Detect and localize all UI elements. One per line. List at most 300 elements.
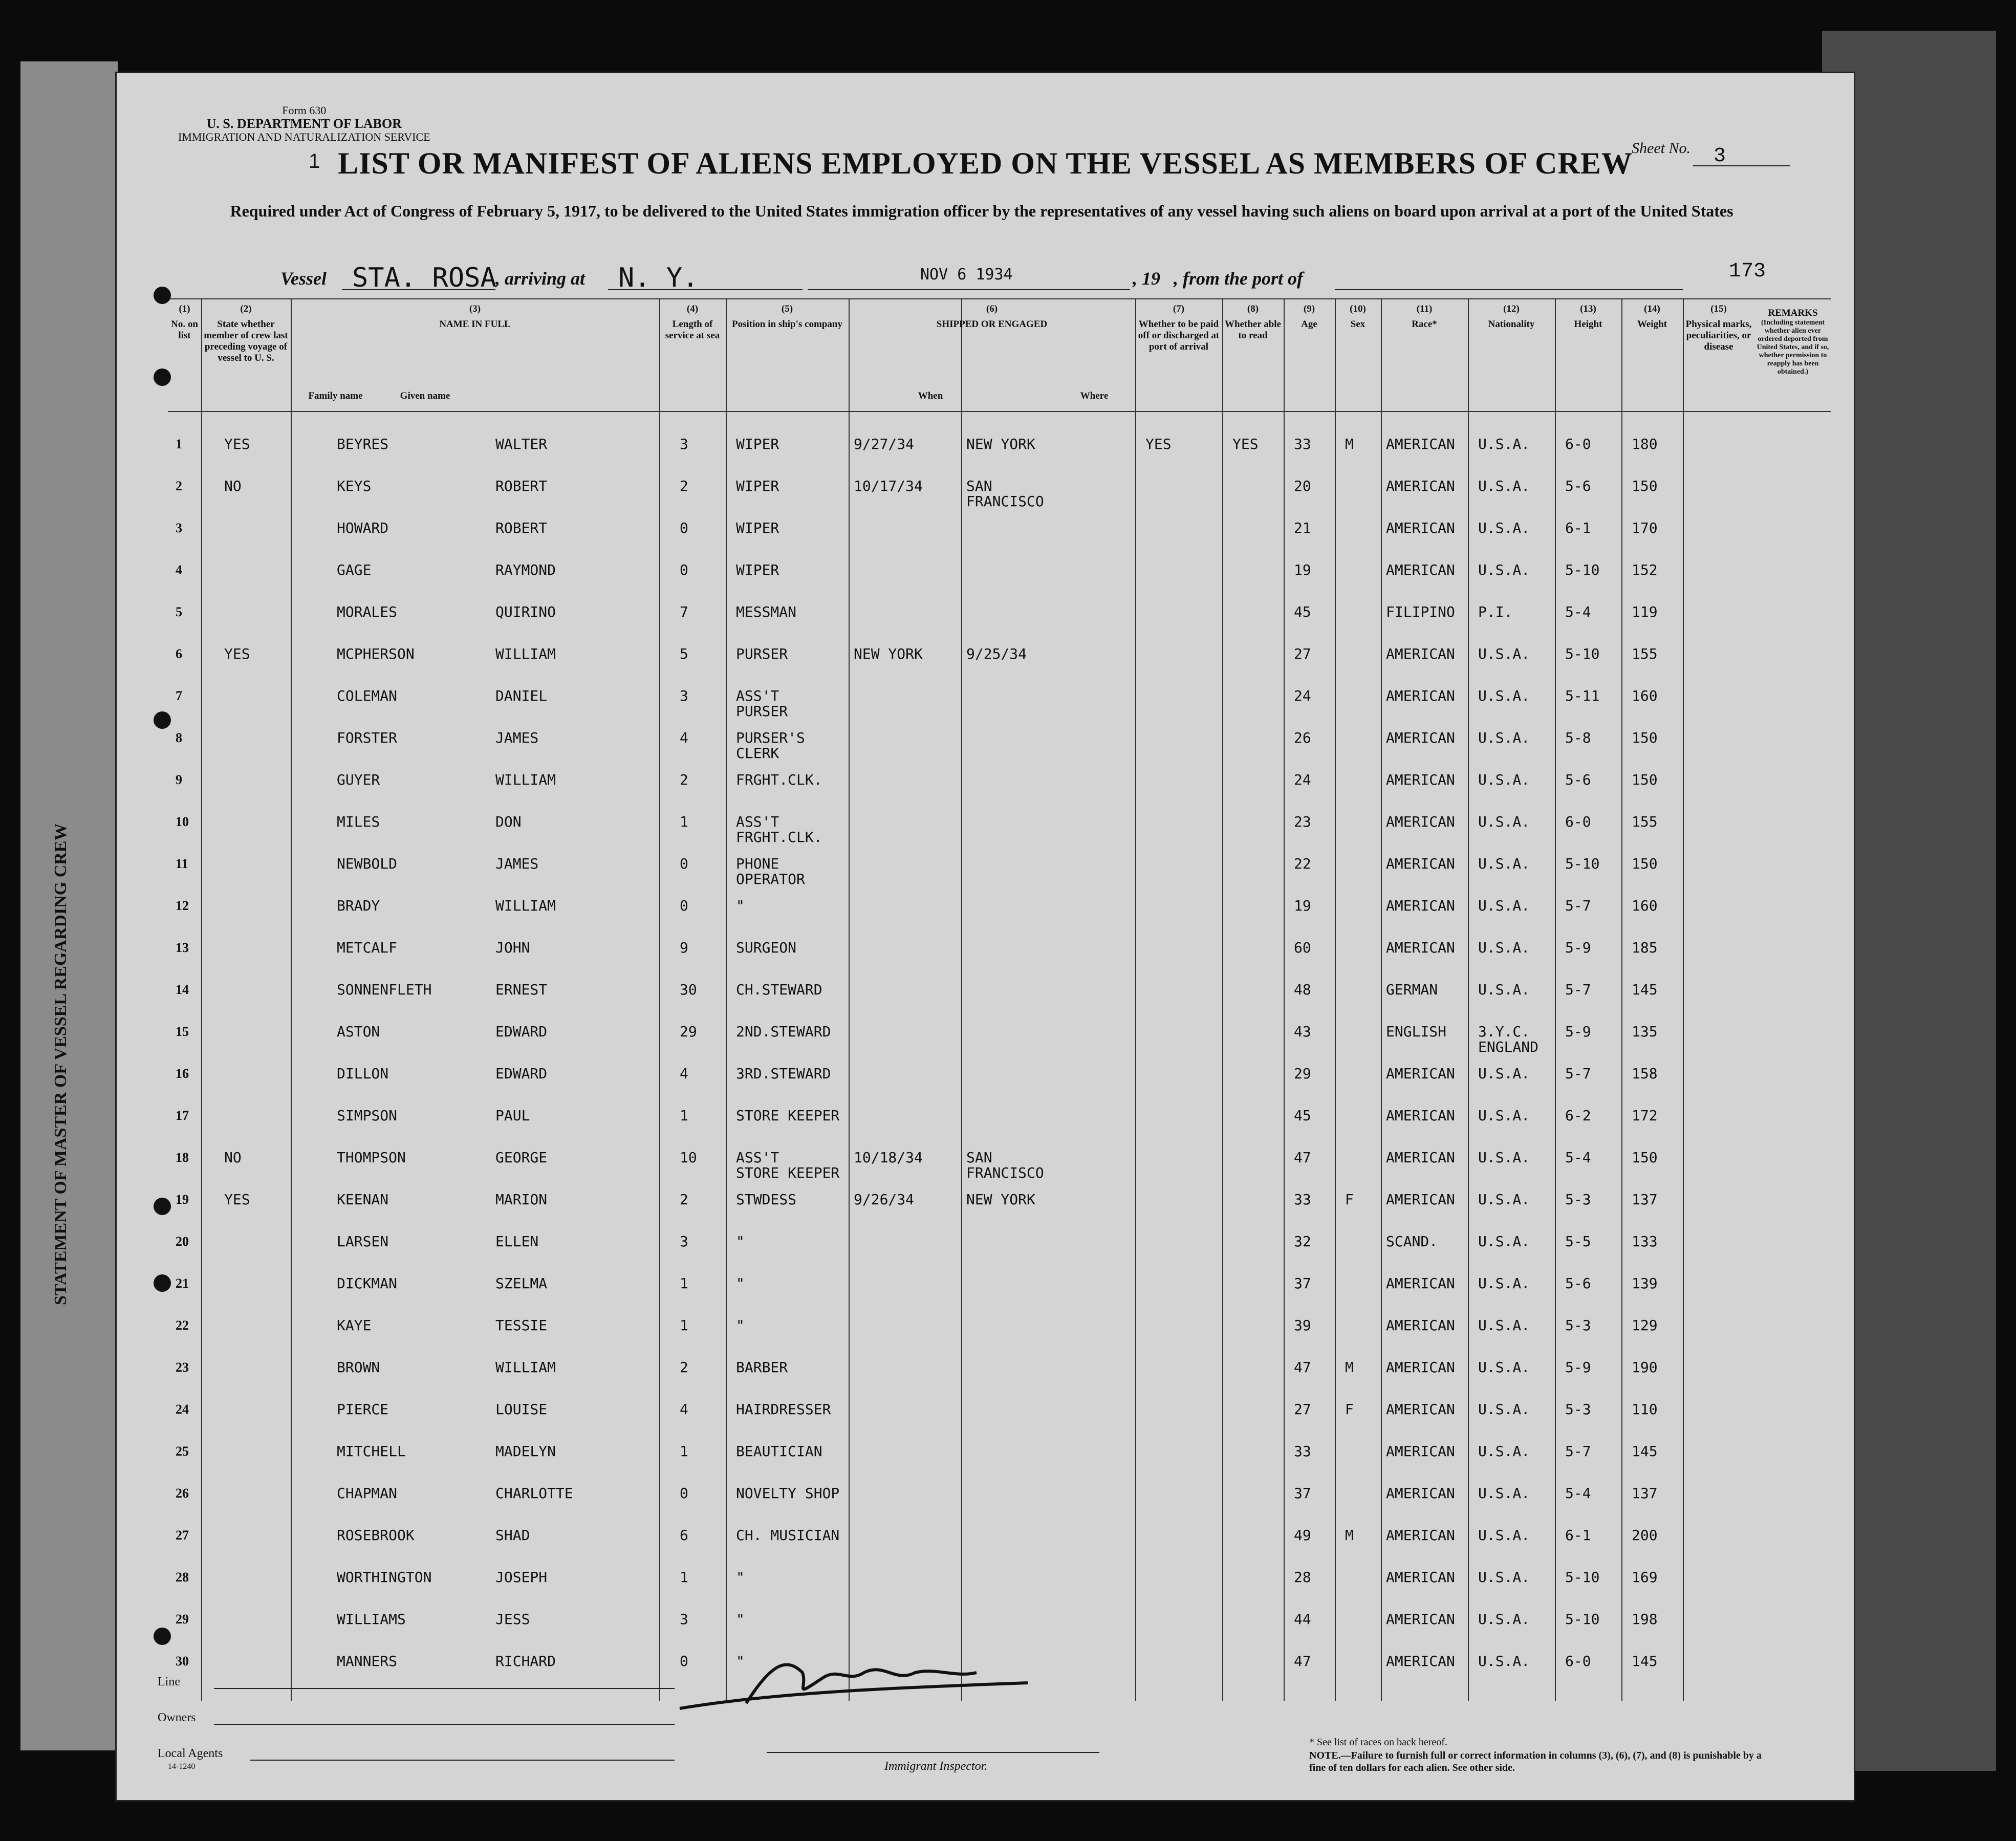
- row-number: 27: [176, 1528, 189, 1543]
- column-subheader: Given name: [400, 391, 450, 401]
- age: 44: [1294, 1611, 1311, 1628]
- family-name: HOWARD: [337, 519, 389, 536]
- nationality: U.S.A.: [1478, 981, 1530, 998]
- age: 45: [1294, 603, 1311, 620]
- race: AMERICAN: [1386, 645, 1455, 662]
- races-note: * See list of races on back hereof.: [1309, 1737, 1447, 1748]
- column-header: [1284, 304, 1335, 330]
- nationality: U.S.A.: [1478, 813, 1530, 830]
- race: AMERICAN: [1386, 1569, 1455, 1586]
- table-row: [168, 846, 1831, 888]
- row-number: 24: [176, 1402, 189, 1417]
- requirement-text: Required under Act of Congress of February 5, 1917, to be delivered to the United States immigration officer by the representatives of any vessel having such aliens on board upon arrival at a port of the United States: [230, 202, 1733, 220]
- arriving-port: N. Y.: [618, 263, 699, 293]
- service-years: 1: [680, 1443, 688, 1460]
- owners-label: Owners: [158, 1711, 196, 1724]
- position: STORE KEEPER: [736, 1107, 840, 1124]
- family-name: WILLIAMS: [337, 1611, 406, 1628]
- position: PURSER: [736, 645, 788, 662]
- vessel-line: [193, 263, 1806, 293]
- shipped-when: NEW YORK: [854, 645, 923, 662]
- given-name: SHAD: [495, 1527, 530, 1544]
- height: 5-10: [1565, 645, 1600, 662]
- given-name: SZELMA: [495, 1275, 548, 1292]
- table-row: [168, 1140, 1831, 1182]
- family-name: GAGE: [337, 561, 372, 578]
- given-name: ELLEN: [495, 1233, 539, 1250]
- column-header: [849, 304, 1135, 401]
- service-years: 0: [680, 897, 688, 914]
- age: 20: [1294, 478, 1311, 494]
- line-underline: [214, 1688, 675, 1689]
- column-label: No. on list: [171, 319, 198, 341]
- weight: 185: [1632, 939, 1658, 956]
- weight: 190: [1632, 1359, 1658, 1376]
- punch-hole: [154, 1628, 171, 1645]
- race: AMERICAN: [1386, 771, 1455, 788]
- date-underline: [808, 289, 1130, 290]
- position: PHONE OPERATOR: [736, 855, 805, 887]
- nationality: U.S.A.: [1478, 771, 1530, 788]
- age: 23: [1294, 813, 1311, 830]
- manifest-table: [168, 298, 1831, 1701]
- service-years: 30: [680, 981, 697, 998]
- height: 5-9: [1565, 1359, 1591, 1376]
- race: AMERICAN: [1386, 687, 1455, 704]
- family-name: ROSEBROOK: [337, 1527, 415, 1544]
- given-name: WILLIAM: [495, 771, 556, 788]
- position: NOVELTY SHOP: [736, 1485, 840, 1502]
- side-strip: [51, 823, 92, 1766]
- column-number: (12): [1503, 304, 1520, 314]
- height: 6-2: [1565, 1107, 1591, 1124]
- sex: M: [1345, 1359, 1354, 1376]
- weight: 129: [1632, 1317, 1658, 1334]
- service-years: 0: [680, 561, 688, 578]
- row-number: 19: [176, 1192, 189, 1207]
- row-number: 2: [176, 479, 182, 493]
- age: 37: [1294, 1485, 1311, 1502]
- prev-voyage: NO: [224, 478, 242, 494]
- weight: 155: [1632, 813, 1658, 830]
- race: AMERICAN: [1386, 1107, 1455, 1124]
- family-name: ASTON: [337, 1023, 380, 1040]
- race: AMERICAN: [1386, 939, 1455, 956]
- age: 24: [1294, 687, 1311, 704]
- given-name: EDWARD: [495, 1023, 548, 1040]
- service-years: 0: [680, 1485, 688, 1502]
- race: AMERICAN: [1386, 1653, 1455, 1670]
- sheet-number: 3: [1714, 145, 1726, 168]
- service-years: 2: [680, 1191, 688, 1208]
- position: MESSMAN: [736, 603, 797, 620]
- row-number: 23: [176, 1360, 189, 1375]
- date-stamp: NOV 6 1934: [920, 266, 1013, 284]
- service-years: 6: [680, 1527, 688, 1544]
- inspector-underline: [767, 1752, 1099, 1753]
- row-number: 11: [176, 856, 188, 871]
- column-header: [659, 304, 726, 341]
- nationality: U.S.A.: [1478, 855, 1530, 872]
- column-label: SHIPPED OR ENGAGED: [936, 319, 1048, 330]
- column-label: Race*: [1412, 319, 1437, 330]
- column-header: [291, 304, 659, 401]
- year-label: , 19: [1133, 268, 1160, 289]
- weight: 170: [1632, 519, 1658, 536]
- column-number: (15): [1710, 304, 1727, 314]
- race: AMERICAN: [1386, 1149, 1455, 1166]
- service-years: 2: [680, 1359, 688, 1376]
- row-number: 5: [176, 604, 182, 619]
- service-years: 0: [680, 1653, 688, 1670]
- age: 60: [1294, 939, 1311, 956]
- nationality: 3.Y.C. ENGLAND: [1478, 1023, 1539, 1055]
- height: 5-10: [1565, 1611, 1600, 1628]
- row-number: 9: [176, 772, 182, 787]
- age: 49: [1294, 1527, 1311, 1544]
- shipped-where: 9/25/34: [966, 645, 1027, 662]
- table-row: [168, 1560, 1831, 1601]
- family-name: GUYER: [337, 771, 380, 788]
- given-name: TESSIE: [495, 1317, 548, 1334]
- column-number: (2): [240, 304, 252, 314]
- column-header: [1222, 304, 1284, 341]
- service-years: 3: [680, 436, 688, 452]
- age: 27: [1294, 645, 1311, 662]
- weight: 150: [1632, 1149, 1658, 1166]
- family-name: THOMPSON: [337, 1149, 406, 1166]
- table-row: [168, 426, 1831, 468]
- shipped-where: NEW YORK: [966, 436, 1035, 452]
- row-number: 20: [176, 1234, 189, 1249]
- age: 21: [1294, 519, 1311, 536]
- position: WIPER: [736, 519, 779, 536]
- shipped-where: SAN FRANCISCO: [966, 478, 1044, 510]
- sex: F: [1345, 1191, 1354, 1208]
- column-header: [201, 304, 291, 364]
- family-name: WORTHINGTON: [337, 1569, 432, 1586]
- family-name: COLEMAN: [337, 687, 398, 704]
- height: 5-7: [1565, 981, 1591, 998]
- sex: M: [1345, 436, 1354, 452]
- row-number: 12: [176, 898, 189, 913]
- service-years: 29: [680, 1023, 697, 1040]
- position: ": [736, 897, 745, 914]
- given-name: DANIEL: [495, 687, 548, 704]
- given-name: QUIRINO: [495, 603, 556, 620]
- punch-hole: [154, 1198, 171, 1215]
- race: AMERICAN: [1386, 436, 1455, 452]
- family-name: CHAPMAN: [337, 1485, 398, 1502]
- position: BEAUTICIAN: [736, 1443, 822, 1460]
- race: ENGLISH: [1386, 1023, 1447, 1040]
- table-row: [168, 1350, 1831, 1392]
- given-name: MARION: [495, 1191, 548, 1208]
- given-name: RAYMOND: [495, 561, 556, 578]
- weight: 150: [1632, 855, 1658, 872]
- column-number: (10): [1350, 304, 1366, 314]
- family-name: MCPHERSON: [337, 645, 415, 662]
- table-row: [168, 1056, 1831, 1098]
- race: AMERICAN: [1386, 519, 1455, 536]
- vessel-name: STA. ROSA: [352, 263, 496, 293]
- nationality: U.S.A.: [1478, 1569, 1530, 1586]
- column-label: NAME IN FULL: [439, 319, 511, 330]
- column-label: Age: [1301, 319, 1317, 330]
- given-name: PAUL: [495, 1107, 530, 1124]
- service-years: 2: [680, 771, 688, 788]
- service-years: 1: [680, 1275, 688, 1292]
- height: 5-5: [1565, 1233, 1591, 1250]
- age: 48: [1294, 981, 1311, 998]
- table-row: [168, 1392, 1831, 1434]
- penalty-note: NOTE.—Failure to furnish full or correct information in columns (3), (6), (7), and (8) is punishable by a fine of ten dollars for each alien. See other side.: [1309, 1750, 1762, 1773]
- age: 39: [1294, 1317, 1311, 1334]
- service-years: 0: [680, 519, 688, 536]
- column-label: REMARKS: [1768, 308, 1818, 318]
- row-number: 22: [176, 1318, 189, 1333]
- column-header: [1555, 304, 1621, 330]
- column-subheader: Where: [1080, 391, 1109, 401]
- service-years: 7: [680, 603, 688, 620]
- height: 5-8: [1565, 729, 1591, 746]
- table-row: [168, 930, 1831, 972]
- agents-underline: [250, 1760, 675, 1761]
- master-signature: [669, 1652, 1079, 1729]
- height: 5-7: [1565, 1443, 1591, 1460]
- table-row: [168, 1266, 1831, 1308]
- column-label: Physical marks, peculiarities, or disease: [1685, 319, 1752, 352]
- position: 3RD.STEWARD: [736, 1065, 831, 1082]
- family-name: KAYE: [337, 1317, 372, 1334]
- position: ": [736, 1611, 745, 1628]
- nationality: U.S.A.: [1478, 1443, 1530, 1460]
- row-number: 17: [176, 1108, 189, 1123]
- family-name: DILLON: [337, 1065, 389, 1082]
- weight: 198: [1632, 1611, 1658, 1628]
- family-name: KEYS: [337, 478, 372, 494]
- position: SURGEON: [736, 939, 797, 956]
- age: 27: [1294, 1401, 1311, 1418]
- race: AMERICAN: [1386, 1443, 1455, 1460]
- column-number: (5): [781, 304, 793, 314]
- column-header: [1621, 304, 1683, 330]
- given-name: JAMES: [495, 729, 539, 746]
- agents-form-no: 14-1240: [168, 1762, 196, 1771]
- given-name: ROBERT: [495, 478, 548, 494]
- service-years: 4: [680, 1065, 688, 1082]
- family-name: BROWN: [337, 1359, 380, 1376]
- race: AMERICAN: [1386, 1527, 1455, 1544]
- position: ": [736, 1569, 745, 1586]
- weight: 150: [1632, 771, 1658, 788]
- weight: 145: [1632, 981, 1658, 998]
- nationality: U.S.A.: [1478, 561, 1530, 578]
- nationality: U.S.A.: [1478, 687, 1530, 704]
- margin-mark: 1: [309, 150, 320, 172]
- service-years: 9: [680, 939, 688, 956]
- column-label: Height: [1574, 319, 1602, 330]
- table-row: [168, 510, 1831, 552]
- weight: 150: [1632, 478, 1658, 494]
- nationality: U.S.A.: [1478, 1401, 1530, 1418]
- age: 22: [1294, 855, 1311, 872]
- nationality: U.S.A.: [1478, 519, 1530, 536]
- service: IMMIGRATION AND NATURALIZATION SERVICE: [178, 131, 430, 143]
- nationality: U.S.A.: [1478, 729, 1530, 746]
- column-header: [168, 304, 201, 341]
- age: 28: [1294, 1569, 1311, 1586]
- punch-hole: [154, 1274, 171, 1292]
- race: AMERICAN: [1386, 1275, 1455, 1292]
- header-rule: [168, 411, 1831, 412]
- race: GERMAN: [1386, 981, 1438, 998]
- given-name: JAMES: [495, 855, 539, 872]
- weight: 110: [1632, 1401, 1658, 1418]
- form-header: [178, 104, 430, 144]
- height: 5-7: [1565, 897, 1591, 914]
- sex: M: [1345, 1527, 1354, 1544]
- service-years: 0: [680, 855, 688, 872]
- column-header: [1468, 304, 1555, 330]
- prev-voyage: YES: [224, 645, 250, 662]
- given-name: MADELYN: [495, 1443, 556, 1460]
- column-header: [1135, 304, 1222, 353]
- service-years: 10: [680, 1149, 697, 1166]
- age: 26: [1294, 729, 1311, 746]
- given-name: WALTER: [495, 436, 548, 452]
- nationality: U.S.A.: [1478, 897, 1530, 914]
- arriving-label: , arriving at: [495, 268, 586, 289]
- age: 24: [1294, 771, 1311, 788]
- table-row: [168, 1182, 1831, 1224]
- weight: 145: [1632, 1653, 1658, 1670]
- column-subheader: Family name: [308, 391, 363, 401]
- position: PURSER'S CLERK: [736, 729, 805, 762]
- family-name: BEYRES: [337, 436, 389, 452]
- row-number: 26: [176, 1486, 189, 1501]
- row-number: 25: [176, 1444, 189, 1459]
- nationality: U.S.A.: [1478, 1275, 1530, 1292]
- given-name: JESS: [495, 1611, 530, 1628]
- nationality: U.S.A.: [1478, 1191, 1530, 1208]
- column-number: (1): [179, 304, 190, 314]
- side-text: STATEMENT OF MASTER OF VESSEL REGARDING CREW: [51, 823, 70, 1305]
- row-number: 3: [176, 521, 182, 535]
- age: 47: [1294, 1149, 1311, 1166]
- table-row: [168, 804, 1831, 846]
- punch-hole: [154, 287, 171, 304]
- page-number: 173: [1729, 260, 1766, 283]
- weight: 160: [1632, 687, 1658, 704]
- column-header: [1754, 304, 1831, 376]
- family-name: PIERCE: [337, 1401, 389, 1418]
- height: 5-3: [1565, 1317, 1591, 1334]
- weight: 119: [1632, 603, 1658, 620]
- service-years: 3: [680, 687, 688, 704]
- remarks-note: (Including statement whether alien ever ordered deported from United States, and if so, whether permission to reapply has been obtained.): [1757, 319, 1829, 376]
- column-number: (11): [1416, 304, 1433, 314]
- height: 5-9: [1565, 1023, 1591, 1040]
- nationality: U.S.A.: [1478, 939, 1530, 956]
- weight: 160: [1632, 897, 1658, 914]
- age: 45: [1294, 1107, 1311, 1124]
- given-name: JOHN: [495, 939, 530, 956]
- row-number: 1: [176, 437, 182, 451]
- column-label: Nationality: [1488, 319, 1535, 330]
- manifest-page: [115, 72, 1855, 1802]
- weight: 180: [1632, 436, 1658, 452]
- sex: F: [1345, 1401, 1354, 1418]
- given-name: RICHARD: [495, 1653, 556, 1670]
- height: 5-7: [1565, 1065, 1591, 1082]
- weight: 155: [1632, 645, 1658, 662]
- height: 5-10: [1565, 855, 1600, 872]
- table-row: [168, 762, 1831, 804]
- port-label: , from the port of: [1174, 268, 1304, 289]
- table-row: [168, 1434, 1831, 1476]
- race: AMERICAN: [1386, 897, 1455, 914]
- punch-hole: [154, 369, 171, 386]
- family-name: SIMPSON: [337, 1107, 398, 1124]
- column-number: (7): [1173, 304, 1185, 314]
- given-name: CHARLOTTE: [495, 1485, 573, 1502]
- position: HAIRDRESSER: [736, 1401, 831, 1418]
- race: AMERICAN: [1386, 1065, 1455, 1082]
- height: 6-0: [1565, 436, 1591, 452]
- race: AMERICAN: [1386, 1191, 1455, 1208]
- column-label: Whether able to read: [1225, 319, 1281, 341]
- weight: 139: [1632, 1275, 1658, 1292]
- position: CH. MUSICIAN: [736, 1527, 840, 1544]
- service-years: 4: [680, 729, 688, 746]
- service-years: 4: [680, 1401, 688, 1418]
- service-years: 2: [680, 478, 688, 494]
- service-years: 1: [680, 813, 688, 830]
- prev-voyage: YES: [224, 1191, 250, 1208]
- row-number: 7: [176, 688, 182, 703]
- nationality: U.S.A.: [1478, 1107, 1530, 1124]
- given-name: DON: [495, 813, 522, 830]
- family-name: MILES: [337, 813, 380, 830]
- position: ASS'T FRGHT.CLK.: [736, 813, 822, 846]
- line-label: Line: [158, 1675, 180, 1688]
- port-underline: [1335, 289, 1683, 290]
- position: ASS'T STORE KEEPER: [736, 1149, 840, 1181]
- row-number: 28: [176, 1570, 189, 1585]
- table-row: [168, 1601, 1831, 1643]
- sheet-label: Sheet No.: [1632, 140, 1690, 157]
- race: AMERICAN: [1386, 729, 1455, 746]
- row-number: 4: [176, 562, 182, 577]
- given-name: GEORGE: [495, 1149, 548, 1166]
- vessel-label: Vessel: [280, 268, 327, 289]
- row-number: 29: [176, 1612, 189, 1627]
- table-row: [168, 1098, 1831, 1140]
- column-label: Weight: [1637, 319, 1667, 330]
- table-row: [168, 720, 1831, 762]
- race: AMERICAN: [1386, 1485, 1455, 1502]
- age: 47: [1294, 1359, 1311, 1376]
- nationality: U.S.A.: [1478, 1317, 1530, 1334]
- family-name: BRADY: [337, 897, 380, 914]
- shipped-when: 9/26/34: [854, 1191, 915, 1208]
- nationality: U.S.A.: [1478, 1485, 1530, 1502]
- service-years: 1: [680, 1317, 688, 1334]
- nationality: U.S.A.: [1478, 436, 1530, 452]
- position: CH.STEWARD: [736, 981, 822, 998]
- family-name: SONNENFLETH: [337, 981, 432, 998]
